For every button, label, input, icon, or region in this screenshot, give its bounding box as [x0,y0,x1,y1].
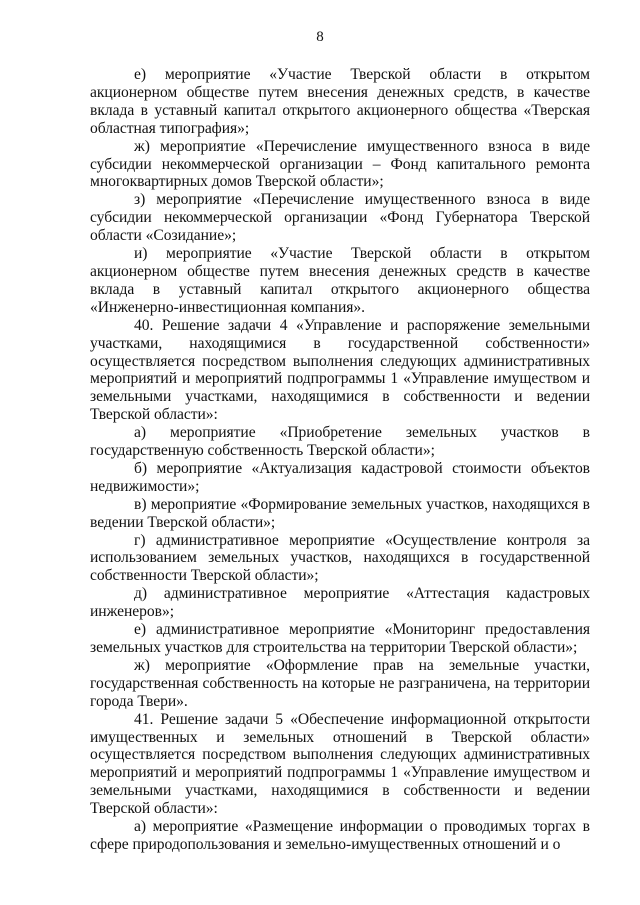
paragraph-item-a-2: а) мероприятие «Размещение информации о проводимых торгах в сфере природопользования и земельно-имущественных отношений и о [90,818,590,853]
page-number: 8 [316,29,324,45]
paragraph-item-d: д) административное мероприятие «Аттестация кадастровых инженеров»; [90,585,590,621]
paragraph-section-41: 41. Решение задачи 5 «Обеспечение информационной открытости имущественных и земельных отношений в Тверской области» осуществляется посредством выполнения следующих административных мероприятий и мероприятий подпрограммы 1 «Управление имуществом и земельными участками, находящимися в собственности и ведении Тверской области»: [90,710,590,818]
paragraph-section-40: 40. Решение задачи 4 «Управление и распоряжение земельными участками, находящимися в государственной собственности» осуществляется посредством выполнения следующих административных мероприятий и мероприятий подпрограммы 1 «Управление имуществом и земельными участками, находящимися в собственности и ведении Тверской области»: [90,316,590,424]
document-body [90,66,590,854]
paragraph-item-e-2: е) административное мероприятие «Мониторинг предоставления земельных участков для строительства на территории Тверской области»; [90,621,590,656]
paragraph-item-zh: ж) мероприятие «Перечисление имущественного взноса в виде субсидии некоммерческой организации – Фонд капитального ремонта многоквартирных домов Тверской области»; [90,137,590,191]
paragraph-item-e: е) мероприятие «Участие Тверской области в открытом акционерном обществе путем внесения денежных средств, в качестве вклада в уставный капитал открытого акционерного общества «Тверская областная типография»; [90,66,590,137]
paragraph-item-g: г) административное мероприятие «Осуществление контроля за использованием земельных участков, находящихся в государственной собственности Тверской области»; [90,531,590,585]
paragraph-item-a: а) мероприятие «Приобретение земельных участков в государственную собственность Тверской области»; [90,424,590,460]
paragraph-item-v: в) мероприятие «Формирование земельных участков, находящихся в ведении Тверской области»; [90,495,590,531]
paragraph-item-b: б) мероприятие «Актуализация кадастровой стоимости объектов недвижимости»; [90,459,590,495]
paragraph-item-z: з) мероприятие «Перечисление имущественного взноса в виде субсидии некоммерческой организации «Фонд Губернатора Тверской области «Созидание»; [90,191,590,245]
paragraph-item-zh-2: ж) мероприятие «Оформление прав на земельные участки, государственная собственность на которые не разграничена, на территории города Твери». [90,656,590,710]
paragraph-item-i: и) мероприятие «Участие Тверской области в открытом акционерном обществе путем внесения денежных средств в качестве вклада в уставный капитал открытого акционерного общества «Инженерно-инвестиционная компания». [90,245,590,316]
